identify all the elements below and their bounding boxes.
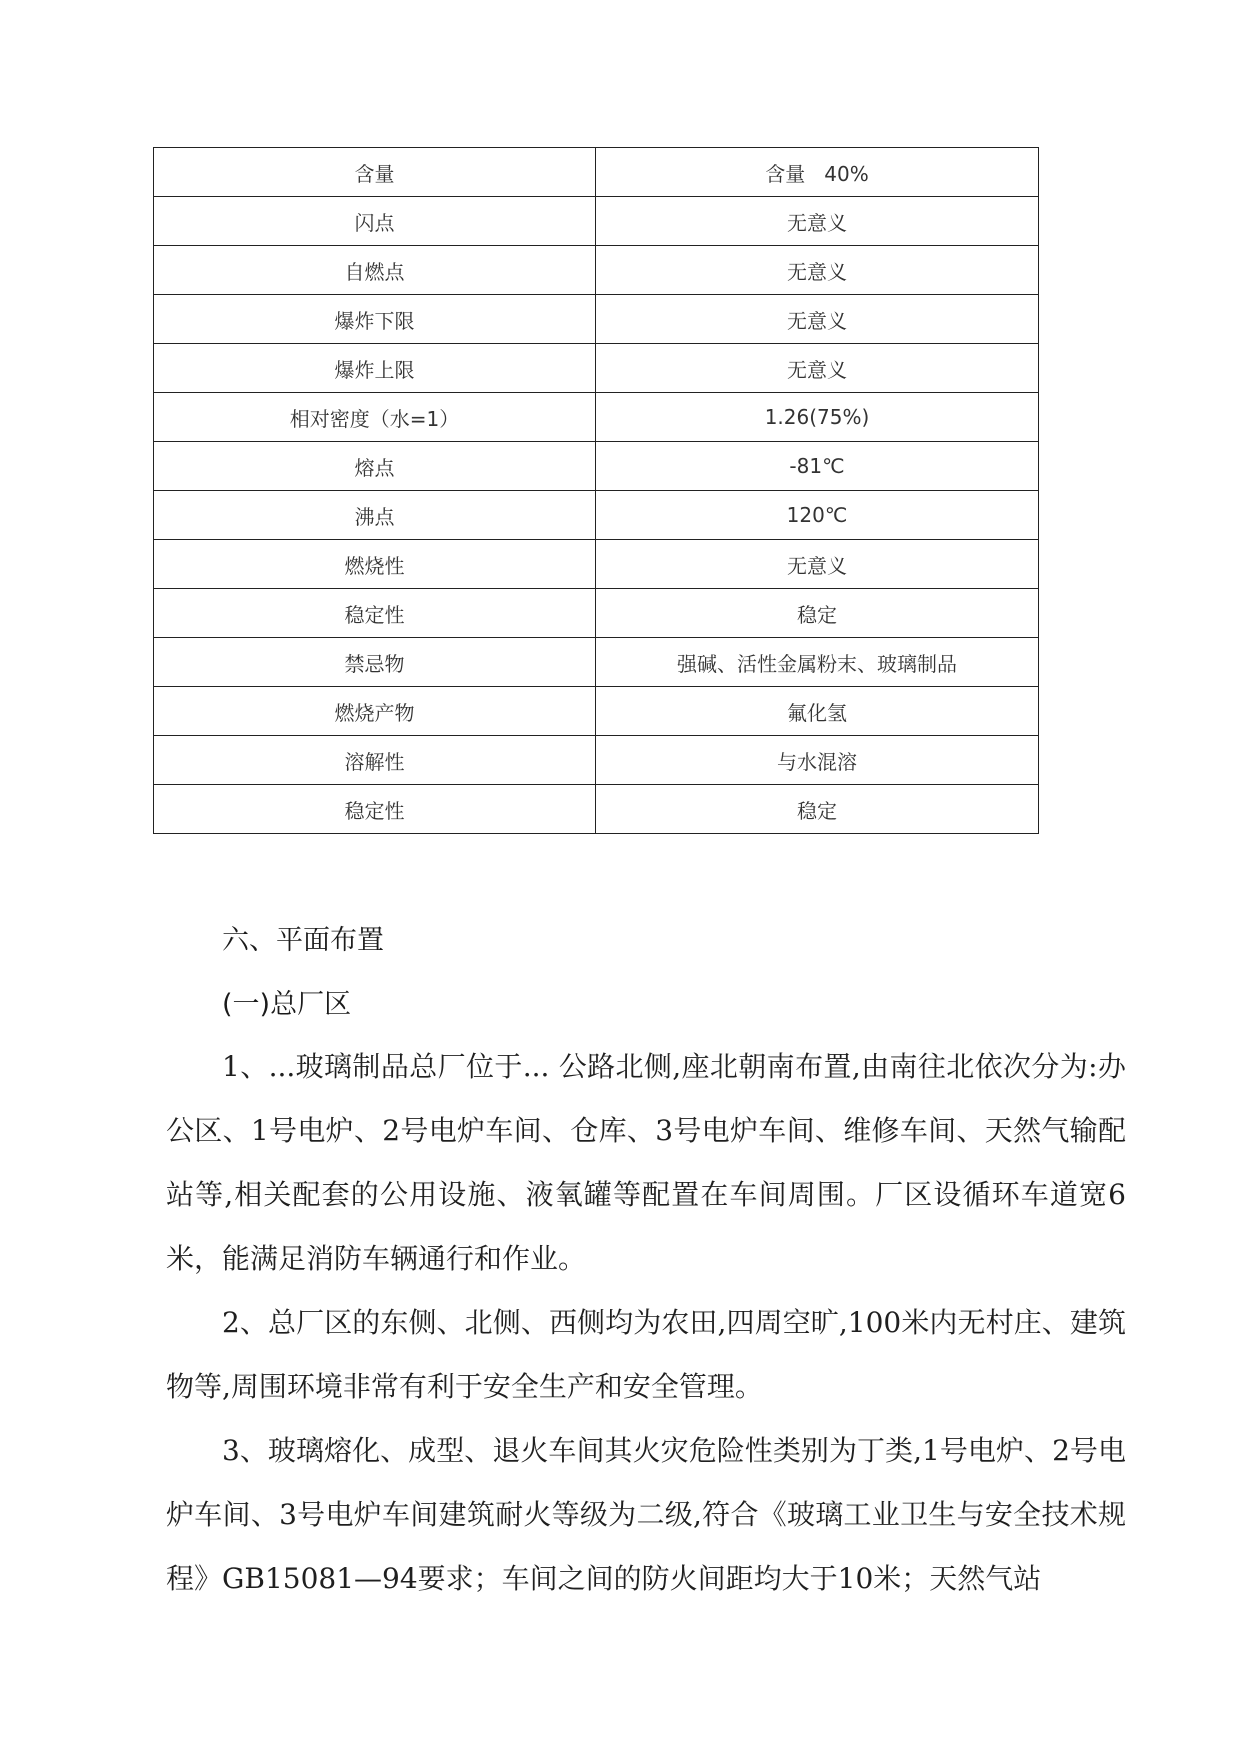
- property-name: 闪点: [154, 197, 596, 246]
- property-value: 氟化氢: [596, 687, 1039, 736]
- property-value: 强碱、活性金属粉末、玻璃制品: [596, 638, 1039, 687]
- property-value: 1.26(75%): [596, 393, 1039, 442]
- property-name: 禁忌物: [154, 638, 596, 687]
- table-row: [154, 295, 1039, 344]
- table-row: [154, 638, 1039, 687]
- property-name: 含量: [154, 148, 596, 197]
- table-row: [154, 442, 1039, 491]
- property-name: 熔点: [154, 442, 596, 491]
- table-row: [154, 393, 1039, 442]
- property-value: -81℃: [596, 442, 1039, 491]
- property-name: 稳定性: [154, 785, 596, 834]
- subsection-heading: (一)总厂区: [222, 989, 352, 1020]
- table-row: [154, 197, 1039, 246]
- property-value: 120℃: [596, 491, 1039, 540]
- table-row: [154, 589, 1039, 638]
- property-name: 爆炸上限: [154, 344, 596, 393]
- properties-table: [153, 147, 1039, 834]
- property-name: 稳定性: [154, 589, 596, 638]
- property-name: 相对密度（水=1）: [154, 393, 596, 442]
- property-value: 与水混溶: [596, 736, 1039, 785]
- paragraph: 3、玻璃熔化、成型、退火车间其火灾危险性类别为丁类,1号电炉、2号电炉车间、3号电炉车间建筑耐火等级为二级,符合《玻璃工业卫生与安全技术规程》GB15081—94要求；车间之间的防火间距均大于10米；天然气站: [166, 1434, 1126, 1595]
- property-value: 无意义: [596, 540, 1039, 589]
- property-value: 无意义: [596, 295, 1039, 344]
- table-row: [154, 344, 1039, 393]
- table-row: [154, 148, 1039, 197]
- properties-table-body: [154, 148, 1039, 834]
- table-row: [154, 687, 1039, 736]
- table-row: [154, 785, 1039, 834]
- table-row: [154, 540, 1039, 589]
- property-name: 自燃点: [154, 246, 596, 295]
- property-name: 溶解性: [154, 736, 596, 785]
- property-value: 无意义: [596, 197, 1039, 246]
- section-heading: 六、平面布置: [222, 925, 384, 956]
- property-name: 沸点: [154, 491, 596, 540]
- property-value: 无意义: [596, 344, 1039, 393]
- table-row: [154, 246, 1039, 295]
- property-name: 燃烧产物: [154, 687, 596, 736]
- property-name: 燃烧性: [154, 540, 596, 589]
- property-value: 稳定: [596, 785, 1039, 834]
- paragraph: 2、总厂区的东侧、北侧、西侧均为农田,四周空旷,100米内无村庄、建筑物等,周围环境非常有利于安全生产和安全管理。: [166, 1306, 1126, 1403]
- paragraph: 1、...玻璃制品总厂位于... 公路北侧,座北朝南布置,由南往北依次分为:办公区、1号电炉、2号电炉车间、仓库、3号电炉车间、维修车间、天然气输配站等,相关配套的公用设施、液氧罐等配置在车间周围。厂区设循环车道宽6米，能满足消防车辆通行和作业。: [166, 1050, 1126, 1275]
- property-value: 稳定: [596, 589, 1039, 638]
- property-name: 爆炸下限: [154, 295, 596, 344]
- table-row: [154, 491, 1039, 540]
- table-row: [154, 736, 1039, 785]
- property-value: 含量 40%: [596, 148, 1039, 197]
- property-value: 无意义: [596, 246, 1039, 295]
